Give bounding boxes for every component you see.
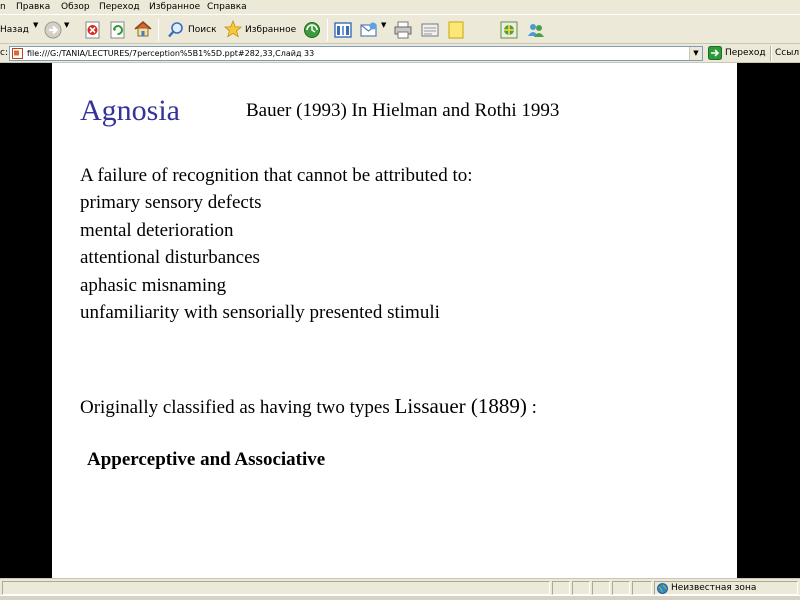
address-input[interactable] xyxy=(9,46,703,61)
globe-icon xyxy=(657,583,668,594)
address-label: c: xyxy=(0,48,8,58)
classification-line xyxy=(80,394,537,420)
taskbar-strip xyxy=(0,595,800,600)
slide-title: Agnosia xyxy=(80,94,180,127)
edit-icon[interactable] xyxy=(421,21,439,39)
favorites-button[interactable] xyxy=(222,20,296,40)
menu-item-go[interactable]: Переход xyxy=(99,2,140,12)
menu-item-favorites[interactable]: Избранное xyxy=(149,2,201,12)
links-button[interactable]: Ссыл xyxy=(775,48,800,58)
address-dropdown-arrow-icon[interactable]: ▼ xyxy=(689,47,702,60)
body-line: mental deterioration xyxy=(80,219,234,241)
media-icon[interactable] xyxy=(303,21,321,39)
status-pane xyxy=(632,581,652,595)
back-label: Назад xyxy=(0,25,29,35)
search-label: Поиск xyxy=(188,25,217,35)
menu-item-edit[interactable]: Правка xyxy=(16,2,51,12)
slide xyxy=(52,63,737,578)
search-icon xyxy=(167,21,185,39)
discuss-icon[interactable] xyxy=(447,21,465,39)
toolbar xyxy=(0,14,800,44)
mail-dropdown-arrow-icon[interactable]: ▼ xyxy=(381,21,387,29)
status-pane xyxy=(612,581,630,595)
search-button[interactable] xyxy=(165,20,220,40)
links-separator xyxy=(770,46,772,61)
ppt-file-icon xyxy=(12,48,23,59)
body-line: attentional disturbances xyxy=(80,247,260,269)
body-line: unfamiliarity with sensorially presented stimuli xyxy=(80,302,440,324)
favorites-label: Избранное xyxy=(245,25,297,35)
status-pane xyxy=(592,581,610,595)
mail-icon[interactable] xyxy=(360,21,378,39)
forward-dropdown-arrow-icon[interactable]: ▼ xyxy=(64,21,70,29)
classification-suffix: : xyxy=(526,397,537,418)
stop-icon[interactable] xyxy=(84,21,102,39)
forward-arrow-icon[interactable] xyxy=(44,21,62,39)
menu-item-help[interactable]: Справка xyxy=(207,2,247,12)
back-dropdown-arrow-icon[interactable]: ▼ xyxy=(33,21,39,29)
star-icon xyxy=(224,20,242,38)
go-label: Переход xyxy=(725,48,766,58)
research-icon[interactable] xyxy=(500,21,518,39)
slide-reference: Bauer (1993) In Hielman and Rothi 1993 xyxy=(246,100,560,121)
go-arrow-icon xyxy=(708,46,722,60)
toolbar-separator xyxy=(327,19,328,41)
messenger-icon[interactable] xyxy=(527,21,545,39)
body-line: aphasic misnaming xyxy=(80,274,227,296)
address-bar xyxy=(0,44,800,63)
status-pane xyxy=(572,581,590,595)
go-button[interactable] xyxy=(706,46,768,61)
status-pane xyxy=(552,581,570,595)
history-icon[interactable] xyxy=(334,21,352,39)
body-line: primary sensory defects xyxy=(80,192,262,214)
classification-citation: Lissauer (1889) xyxy=(394,394,527,418)
security-zone-label: Неизвестная зона xyxy=(671,583,757,593)
refresh-icon[interactable] xyxy=(109,21,127,39)
toolbar-separator xyxy=(158,19,159,41)
browser-viewport xyxy=(0,63,800,578)
address-url: file:///G:/TANIA/LECTURES/7perception%5B1%5D.ppt#282,33,Слайд 33 xyxy=(27,49,315,58)
menu-item-file[interactable]: n xyxy=(0,2,6,12)
body-line: A failure of recognition that cannot be attributed to: xyxy=(80,165,473,186)
status-pane-main xyxy=(2,581,550,595)
print-icon[interactable] xyxy=(394,21,412,39)
slide-body xyxy=(80,162,473,326)
menu-item-view[interactable]: Обзор xyxy=(61,2,90,12)
classification-prefix: Originally classified as having two types xyxy=(80,397,395,418)
home-icon[interactable] xyxy=(134,20,152,38)
menu-bar xyxy=(0,0,800,14)
agnosia-types: Apperceptive and Associative xyxy=(87,449,326,470)
